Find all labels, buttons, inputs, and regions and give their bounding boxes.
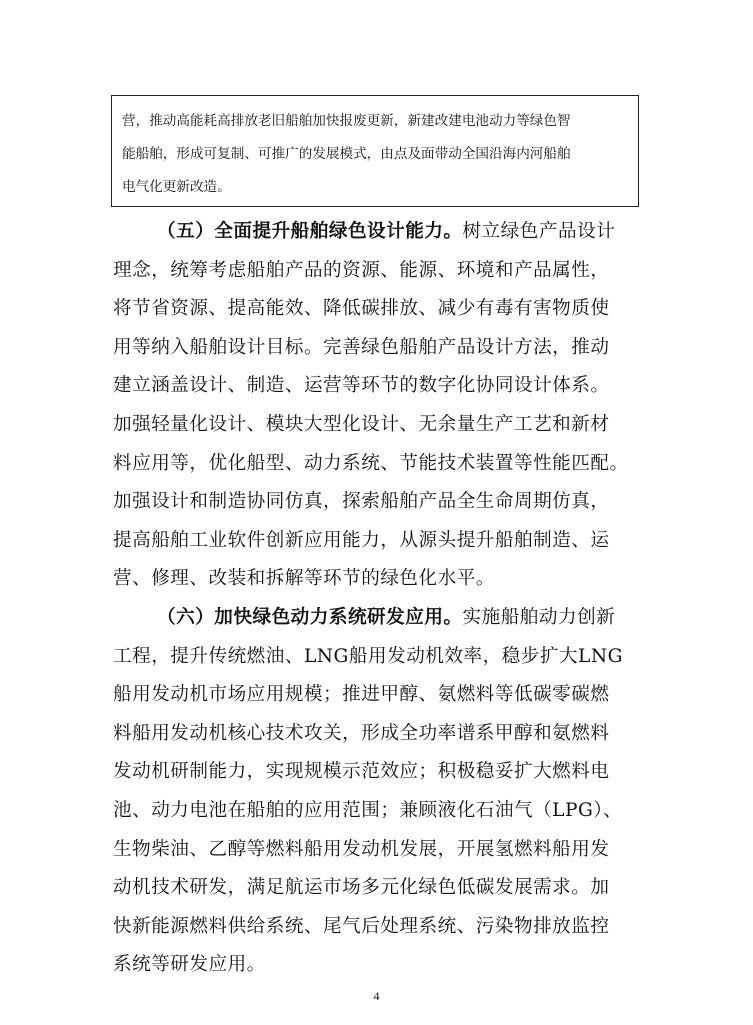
paragraph-first-line: [113, 213, 647, 252]
callout-line: 电气化更新改造。: [122, 179, 231, 195]
paragraph-line: 料船用发动机核心技术攻关，形成全功率谱系甲醇和氨燃料: [113, 722, 610, 744]
paragraph-line: 用等纳入船舶设计目标。完善绿色船舶产品设计方法，推动: [113, 336, 610, 358]
paragraph-line: 营、修理、改装和拆解等环节的绿色化水平。: [113, 568, 495, 590]
paragraph-line: 池、动力电池在船舶的应用范围；兼顾液化石油气（LPG）、: [113, 799, 623, 821]
boxed-callout: [111, 95, 639, 207]
paragraph-text: 实施船舶动力创新: [462, 607, 616, 628]
section-heading: （六）加快绿色动力系统研发应用。: [157, 607, 463, 628]
callout-line: 营，推动高能耗高排放老旧船舶加快报废更新，新建改建电池动力等绿色智: [122, 113, 571, 129]
section-5-paragraph: [113, 213, 647, 599]
paragraph-first-line: [113, 599, 647, 638]
paragraph-line: 生物柴油、乙醇等燃料船用发动机发展，开展氢燃料船用发: [113, 838, 610, 860]
paragraph-text: 树立绿色产品设计: [462, 221, 616, 242]
paragraph-line: 系统等研发应用。: [113, 954, 266, 976]
section-heading: （五）全面提升船舶绿色设计能力。: [157, 221, 463, 242]
paragraph-line: 快新能源燃料供给系统、尾气后处理系统、污染物排放监控: [113, 915, 610, 937]
paragraph-line: 船用发动机市场应用规模；推进甲醇、氨燃料等低碳零碳燃: [113, 684, 610, 706]
paragraph-line: 提高船舶工业软件创新应用能力，从源头提升船舶制造、运: [113, 529, 610, 551]
section-6-paragraph: [113, 599, 647, 985]
paragraph-line: 将节省资源、提高能效、降低碳排放、减少有毒有害物质使: [113, 298, 610, 320]
paragraph-line: 理念，统筹考虑船舶产品的资源、能源、环境和产品属性，: [113, 259, 610, 281]
paragraph-line: 建立涵盖设计、制造、运营等环节的数字化协同设计体系。: [113, 375, 610, 397]
paragraph-line: 加强轻量化设计、模块大型化设计、无余量生产工艺和新材: [113, 413, 610, 435]
paragraph-line: 动机技术研发，满足航运市场多元化绿色低碳发展需求。加: [113, 877, 610, 899]
paragraph-line: 工程，提升传统燃油、LNG船用发动机效率，稳步扩大LNG: [113, 645, 624, 667]
paragraph-line: 发动机研制能力，实现规模示范效应；积极稳妥扩大燃料电: [113, 761, 610, 783]
callout-line: 能船舶，形成可复制、可推广的发展模式，由点及面带动全国沿海内河船舶: [122, 146, 571, 162]
paragraph-line: 料应用等，优化船型、动力系统、节能技术装置等性能匹配。: [113, 452, 629, 474]
page-number: 4: [373, 989, 380, 1003]
paragraph-line: 加强设计和制造协同仿真，探索船舶产品全生命周期仿真，: [113, 491, 610, 513]
